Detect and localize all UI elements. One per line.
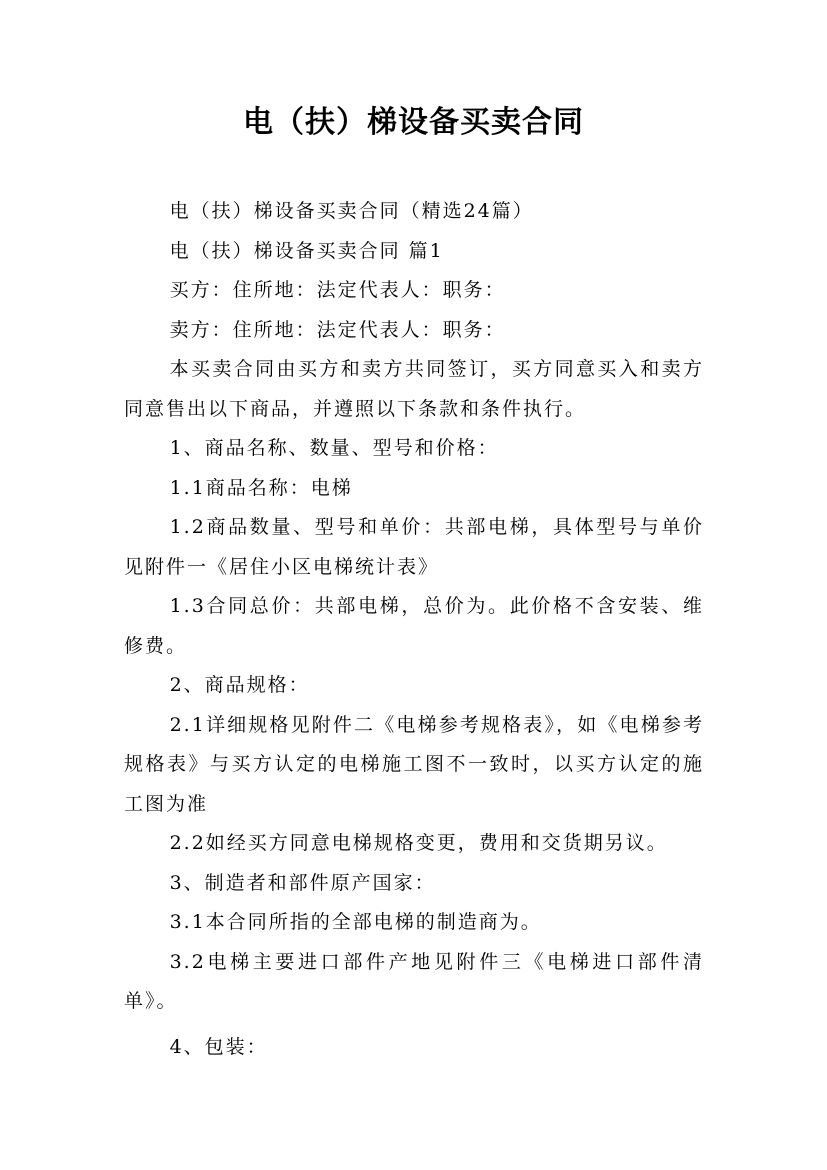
- clause-2-2: 2.2如经买方同意电梯规格变更，费用和交货期另议。: [169, 832, 668, 854]
- paragraph-contract-intro: 本买卖合同由买方和卖方共同签订，买方同意买入和卖方同意售出以下商品，并遵照以下条款和条件执行。: [124, 358, 704, 420]
- section-heading-1: 1、商品名称、数量、型号和价格：: [169, 437, 499, 459]
- section-heading-4: 4、包装：: [169, 1035, 268, 1058]
- clause-1-1: 1.1商品名称：电梯: [169, 476, 353, 499]
- section-heading-3: 3、制造者和部件原产国家：: [169, 871, 436, 894]
- clause-1-3: 1.3合同总价：共部电梯，总价为。此价格不含安装、维修费。: [124, 595, 704, 657]
- document-title: 电（扶）梯设备买卖合同: [243, 105, 584, 140]
- document-body: [124, 192, 704, 1067]
- clause-3-2: 3.2电梯主要进口部件产地见附件三《电梯进口部件清单》。: [124, 950, 704, 1012]
- clause-2-1: 2.1详细规格见附件二《电梯参考规格表》，如《电梯参考规格表》与买方认定的电梯施工图不一致时，以买方认定的施工图为准: [124, 713, 704, 815]
- paragraph-collection-title: 电（扶）梯设备买卖合同（精选24篇）: [169, 200, 534, 222]
- paragraph-article-heading: 电（扶）梯设备买卖合同 篇1: [169, 239, 444, 262]
- clause-1-2: 1.2商品数量、型号和单价：共部电梯，具体型号与单价见附件一《居住小区电梯统计表》: [124, 516, 704, 578]
- clause-3-1: 3.1本合同所指的全部电梯的制造商为。: [169, 911, 542, 933]
- paragraph-buyer-info: 买方：住所地：法定代表人：职务：: [169, 279, 506, 301]
- paragraph-seller-info: 卖方：住所地：法定代表人：职务：: [169, 318, 506, 341]
- section-heading-2: 2、商品规格：: [169, 674, 310, 696]
